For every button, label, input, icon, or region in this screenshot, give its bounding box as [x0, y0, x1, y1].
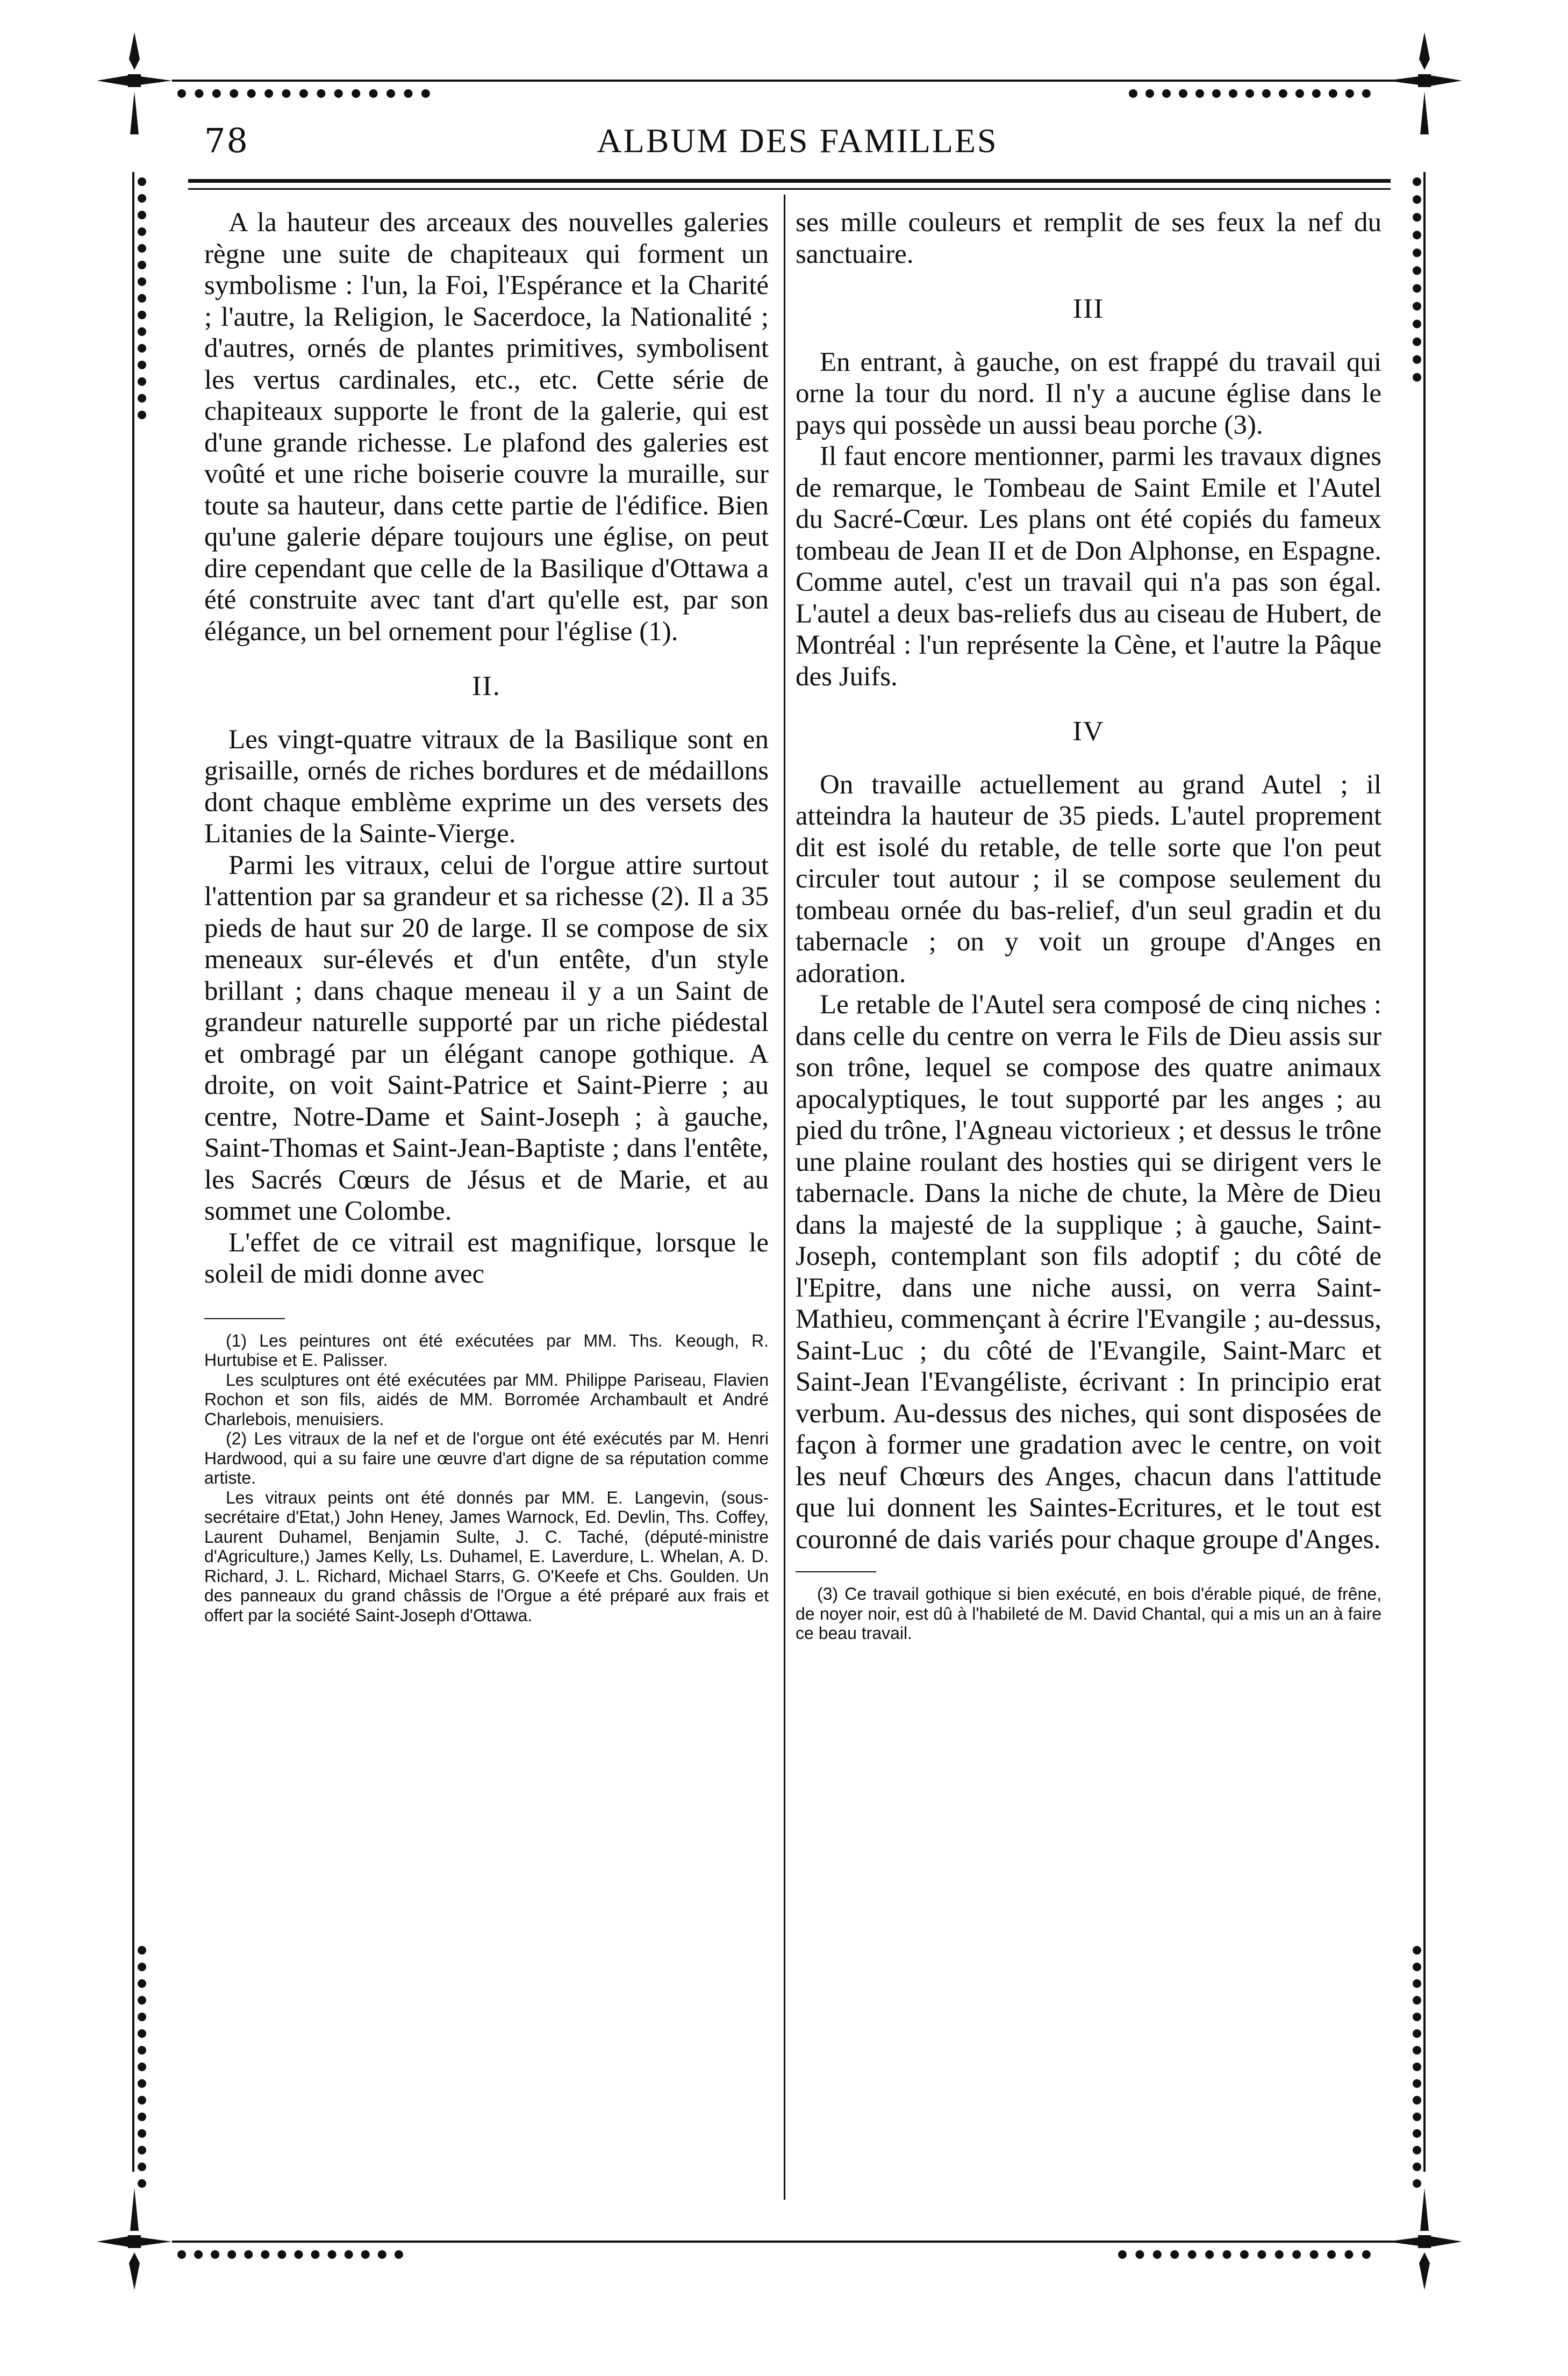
header-rule-thin	[188, 188, 1391, 190]
left-paragraph-1: A la hauteur des arceaux des nouvelles galeries règne une suite de chapiteaux qui forment un symbolisme : l'un, la Foi, l'Espérance et la Charité ; l'autre, la Religion, le Sacerdoce, la Nationalité ; d'autres, ornés de plantes primitives, symbolisent les vertus cardinales, etc., etc. Cette série de chapiteaux supporte le front de la galerie, qui est d'une grande richesse. Le plafond des galeries est voûté et une riche boiserie couvre la muraille, sur toute sa hauteur, dans cette partie de l'édifice. Bien qu'une galerie dépare toujours une église, on peut dire cependant que celle de la Basilique d'Ottawa a été construite avec tant d'art qu'elle est, par son élégance, un bel ornement pour l'église (1).	[204, 207, 769, 647]
right-body	[796, 207, 1381, 1555]
section-heading-4: IV	[1072, 716, 1105, 747]
left-column	[204, 207, 769, 1625]
column-divider	[784, 195, 785, 2200]
footnote-2: (2) Les vitraux de la nef et de l'orgue ont été exécutés par M. Henri Hardwood, qui a su faire une œuvre d'art digne de sa réputation comme artiste.	[204, 1429, 769, 1487]
corner-ornament-bottom-right	[1387, 2188, 1462, 2295]
header-rule-thick	[188, 179, 1391, 183]
frame-left-dots-top	[138, 177, 155, 419]
left-paragraph-3: Parmi les vitraux, celui de l'orgue attire surtout l'attention par sa grandeur et sa richesse (2). Il a 35 pieds de haut sur 20 de large. Il se compose de six meneaux sur-élevés et d'un entête, d'un style brillant ; dans chaque meneau il y a un Saint de grandeur naturelle supporté par un riche piédestal et ombragé par un élégant canope gothique. A droite, on voit Saint-Patrice et Saint-Pierre ; au centre, Notre-Dame et Saint-Joseph ; à gauche, Saint-Thomas et Saint-Jean-Baptiste ; dans l'entête, les Sacrés Cœurs de Jésus et de Marie, et au sommet une Colombe.	[204, 850, 769, 1226]
footnote-2-continued: Les vitraux peints ont été donnés par MM. E. Langevin, (sous-secrétaire d'Etat,) John Heney, James Warnock, Ed. Devlin, Ths. Coffey, Laurent Duhamel, Benjamin Sulte, J. C. Taché, (député-ministre d'Agriculture,) James Kelly, Ls. Duhamel, E. Laverdure, L. Whelan, A. D. Richard, J. L. Richard, Michael Starrs, G. O'Keefe et Chs. Goulden. Un des panneaux du grand châssis de l'Orgue a été préparé aux frais et offert par la société Saint-Joseph d'Ottawa.	[204, 1487, 769, 1625]
running-title: ALBUM DES FAMILLES	[597, 121, 998, 160]
frame-left-dots-bottom	[138, 1946, 155, 2188]
corner-ornament-bottom-left	[97, 2188, 172, 2295]
footnote-rule-left	[204, 1318, 285, 1319]
footnote-rule-right	[796, 1571, 876, 1572]
left-body	[204, 207, 769, 1290]
page-header	[204, 121, 1391, 169]
frame-top-dots-right	[1129, 70, 1371, 98]
right-paragraph-2: En entrant, à gauche, on est frappé du travail qui orne la tour du nord. Il n'y a aucune église dans le pays qui possède un aussi beau porche (3).	[796, 347, 1381, 440]
left-paragraph-2: Les vingt-quatre vitraux de la Basilique sont en grisaille, ornés de riches bordures et de médaillons dont chaque emblème exprime un des versets des Litanies de la Sainte-Vierge.	[204, 724, 769, 849]
right-footnotes	[796, 1584, 1381, 1643]
right-paragraph-1: ses mille couleurs et remplit de ses feux la nef du sanctuaire.	[796, 207, 1381, 269]
section-heading-2: II.	[472, 671, 501, 702]
right-paragraph-5: Le retable de l'Autel sera composé de cinq niches : dans celle du centre on verra le Fils de Dieu assis sur son trône, lequel se compose des quatre animaux apocalyptiques, le tout supporté par les anges ; au pied du trône, l'Agneau victorieux ; et dessus le trône une plaine roulant des hosties qui se dirigent vers le tabernacle. Dans la niche de chute, la Mère de Dieu dans la majesté de la supplique ; à gauche, Saint-Joseph, contemplant son fils adoptif ; du côté de l'Epitre, dans une niche aussi, on verra Saint-Mathieu, commençant à écrire l'Evangile ; au-dessus, Saint-Luc ; du côté de l'Evangile, Saint-Marc et Saint-Jean l'Evangéliste, écrivant : In principio erat verbum. Au-dessus des niches, qui sont disposées de façon à former une gradation avec le centre, on voit les neuf Chœurs des Anges, chacun dans l'attitude que lui donnent les Saintes-Ecritures, et le tout est couronné de dais variés pour chaque groupe d'Anges.	[796, 990, 1381, 1555]
section-heading-3: III	[1073, 294, 1104, 324]
frame-bottom-dots-left	[177, 2231, 403, 2259]
corner-ornament-top-right	[1387, 27, 1462, 134]
footnote-3: (3) Ce travail gothique si bien exécuté, en bois d'érable piqué, de frêne, de noyer noir, est dû à l'habileté de M. David Chantal, qui a mis un an à faire ce beau travail.	[796, 1584, 1381, 1643]
right-paragraph-4: On travaille actuellement au grand Autel ; il atteindra la hauteur de 35 pieds. L'autel proprement dit est isolé du retable, de telle sorte que l'on peut circuler tout autour ; il se compose seulement du tombeau ornée du bas-relief, d'un seul gradin et du tabernacle ; on y voit un groupe d'Anges en adoration.	[796, 769, 1381, 989]
footnote-1: (1) Les peintures ont été exécutées par MM. Ths. Keough, R. Hurtubise et E. Palisser.	[204, 1330, 769, 1370]
page-number: 78	[204, 121, 249, 160]
footnote-1-continued: Les sculptures ont été exécutées par MM. Philippe Pariseau, Flavien Rochon et son fils, aidés de MM. Borromée Archambault et André Charlebois, menuisiers.	[204, 1370, 769, 1429]
frame-right-dots-bottom	[1413, 1946, 1430, 2188]
frame-right-dots-top	[1413, 177, 1430, 382]
corner-ornament-top-left	[97, 27, 172, 134]
left-footnotes	[204, 1331, 769, 1626]
frame-top-dots-left	[177, 70, 430, 98]
left-paragraph-4: L'effet de ce vitrail est magnifique, lorsque le soleil de midi donne avec	[204, 1227, 769, 1289]
right-paragraph-3: Il faut encore mentionner, parmi les travaux dignes de remarque, le Tombeau de Saint Emile et l'Autel du Sacré-Cœur. Les plans ont été copiés du fameux tombeau de Jean II et de Don Alphonse, en Espagne. Comme autel, c'est un travail qui n'a pas son égal. L'autel a deux bas-reliefs dus au ciseau de Hubert, de Montréal : l'un représente la Cène, et l'autre la Pâque des Juifs.	[796, 441, 1381, 692]
frame-bottom-dots-right	[1118, 2231, 1371, 2259]
frame-right-line	[1423, 172, 1426, 2172]
right-column	[796, 207, 1381, 1643]
frame-left-line	[132, 172, 134, 2172]
